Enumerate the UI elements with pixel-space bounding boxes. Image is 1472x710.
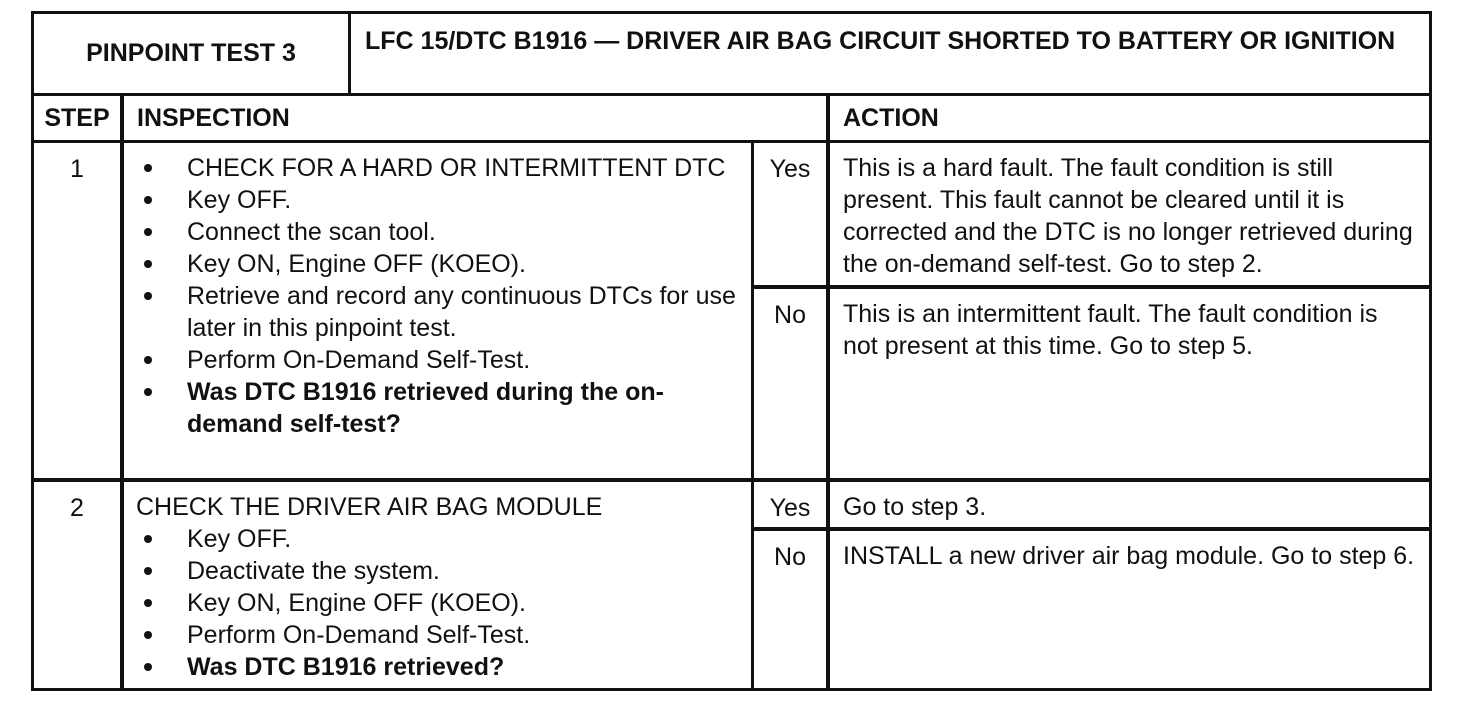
inspection-item — [136, 523, 739, 555]
bullet-icon — [144, 535, 152, 543]
inspection-list — [136, 152, 739, 440]
inspection-item — [136, 587, 739, 619]
bullet-icon — [144, 567, 152, 575]
divider — [826, 93, 830, 691]
inspection-item-text: Key ON, Engine OFF (KOEO). — [187, 250, 526, 278]
inspection-item — [136, 184, 739, 216]
header-inspection-label: INSPECTION — [137, 103, 290, 132]
inspection-item-text: Connect the scan tool. — [187, 218, 436, 246]
inspection-question-text: Was DTC B1916 retrieved? — [187, 653, 505, 681]
bullet-icon — [144, 356, 152, 364]
divider — [751, 285, 1432, 289]
inspection-item-text: CHECK FOR A HARD OR INTERMITTENT DTC — [187, 154, 726, 182]
inspection-item — [136, 555, 739, 587]
header-step-label: STEP — [44, 103, 110, 132]
test-label-text: PINPOINT TEST 3 — [86, 39, 296, 67]
inspection-item — [136, 152, 739, 184]
bullet-icon — [144, 164, 152, 172]
inspection-item-text: Perform On-Demand Self-Test. — [187, 621, 531, 649]
divider — [348, 11, 351, 96]
inspection-item-text: Retrieve and record any continuous DTCs for use later in this pinpoint test. — [187, 282, 736, 342]
divider — [31, 478, 1432, 482]
yes-action: This is a hard fault. The fault condition is still present. This fault cannot be cleared until it is corrected and the DTC is no longer retrieved during the on-demand self-test. Go to step 2. — [843, 154, 1413, 278]
inspection-question — [136, 376, 739, 440]
bullet-icon — [144, 631, 152, 639]
bullet-icon — [144, 196, 152, 204]
inspection-item — [136, 248, 739, 280]
header-action — [830, 96, 1429, 140]
step-number: 1 — [70, 155, 84, 183]
border-right — [1429, 11, 1432, 691]
bullet-icon — [144, 260, 152, 268]
divider — [31, 93, 1432, 96]
inspection-item-text: Key OFF. — [187, 186, 292, 214]
bullet-icon — [144, 228, 152, 236]
no-label: No — [774, 301, 806, 329]
inspection-item-text: Perform On-Demand Self-Test. — [187, 346, 531, 374]
step-number: 2 — [70, 494, 84, 522]
inspection-item-text: Deactivate the system. — [187, 557, 440, 585]
border-left — [31, 11, 34, 691]
yes-label: Yes — [769, 155, 811, 183]
test-title: LFC 15/DTC B1916 — DRIVER AIR BAG CIRCUIT SHORTED TO BATTERY OR IGNITION — [365, 27, 1396, 55]
header-step — [34, 96, 120, 140]
inspection-question — [136, 651, 739, 683]
inspection-list — [136, 523, 739, 683]
divider — [120, 93, 124, 691]
step-inspection — [124, 143, 751, 478]
inspection-item — [136, 216, 739, 248]
pinpoint-test-table — [31, 11, 1432, 691]
border-bottom — [31, 688, 1432, 691]
divider — [31, 140, 1432, 143]
inspection-heading: CHECK THE DRIVER AIR BAG MODULE — [136, 493, 603, 521]
inspection-item-text: Key ON, Engine OFF (KOEO). — [187, 589, 526, 617]
bullet-icon — [144, 663, 152, 671]
bullet-icon — [144, 292, 152, 300]
inspection-item — [136, 280, 739, 344]
bullet-icon — [144, 599, 152, 607]
no-action: This is an intermittent fault. The fault condition is not present at this time. Go to step 5. — [843, 300, 1378, 360]
inspection-item — [136, 344, 739, 376]
inspection-item-text: Key OFF. — [187, 525, 292, 553]
yes-label: Yes — [769, 494, 811, 522]
header-inspection — [124, 96, 826, 140]
no-label: No — [774, 543, 806, 571]
divider — [751, 527, 1432, 531]
bullet-icon — [144, 388, 152, 396]
divider — [751, 140, 754, 691]
header-action-label: ACTION — [843, 103, 939, 132]
inspection-question-text: Was DTC B1916 retrieved during the on-demand self-test? — [187, 378, 664, 438]
step-inspection — [124, 482, 751, 688]
no-action: INSTALL a new driver air bag module. Go to step 6. — [843, 542, 1415, 570]
test-label — [34, 14, 348, 93]
border-top — [31, 11, 1432, 14]
inspection-item — [136, 619, 739, 651]
yes-action: Go to step 3. — [843, 493, 987, 521]
